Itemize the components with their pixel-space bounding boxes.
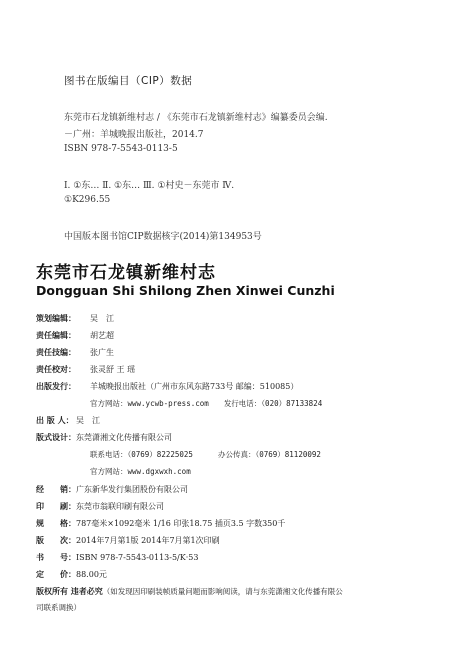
publisher-person-row xyxy=(36,415,100,426)
design-contact-row xyxy=(90,449,321,460)
cip-line-1: 东莞市石龙镇新维村志 / 《东莞市石龙镇新维村志》编纂委员会编. xyxy=(64,113,328,123)
design-web-row xyxy=(90,466,191,477)
spec-row xyxy=(36,501,164,512)
credit-value: 胡艺超 xyxy=(90,331,114,340)
design-tel-label: 联系电话： xyxy=(90,450,128,459)
spec-label: 版 次： xyxy=(36,536,76,545)
spec-label: 定 价： xyxy=(36,570,76,579)
spec-label: 书 号： xyxy=(36,553,76,562)
cip-line-3: ISBN 978-7-5543-0113-5 xyxy=(64,144,178,154)
spec-label: 经 销： xyxy=(36,485,76,494)
spec-value: ISBN 978-7-5543-0113-5/K·53 xyxy=(76,553,199,562)
design-web: www.dgxwxh.com xyxy=(127,467,191,476)
rights-row xyxy=(36,586,343,597)
rights-note-2: 司联系调换） xyxy=(36,603,81,612)
credit-label: 责任技编： xyxy=(36,348,76,357)
cip-line-5: ①K296.55 xyxy=(64,195,111,205)
publisher-web: www.ycwb-press.com xyxy=(127,399,209,408)
design-fax: （0769）81120092 xyxy=(255,450,321,459)
design-web-label: 官方网站： xyxy=(90,467,128,476)
spec-value: 2014年7月第1版 2014年7月第1次印刷 xyxy=(76,536,220,545)
spec-value: 787毫米×1092毫米 1/16 印张18.75 插页3.5 字数350千 xyxy=(76,519,286,528)
design-tel: （0769）82225025 xyxy=(127,450,193,459)
book-title-chinese: 东莞市石龙镇新维村志 xyxy=(36,263,216,283)
design-fax-label: 办公传真： xyxy=(217,450,256,459)
spec-value: 88.00元 xyxy=(76,570,107,579)
publisher-contact-row xyxy=(90,398,322,409)
spec-row xyxy=(36,518,285,529)
credit-label: 责任编辑： xyxy=(36,331,76,340)
design-company: 东莞潇湘文化传播有限公司 xyxy=(76,433,172,442)
credit-row xyxy=(36,347,114,358)
cip-line-2: －广州：羊城晚报出版社，2014.7 xyxy=(64,130,204,140)
publisher-label: 出版发行： xyxy=(36,382,76,391)
credit-value: 张灵舒 王 瑶 xyxy=(90,365,136,374)
spec-row xyxy=(36,535,220,546)
publisher-row xyxy=(36,381,298,392)
cip-line-4: Ⅰ. ①东… Ⅱ. ①东… Ⅲ. ①村史－东莞市 Ⅳ. xyxy=(64,181,235,191)
cip-heading: 图书在版编目（CIP）数据 xyxy=(64,75,193,87)
spec-row xyxy=(36,484,188,495)
publisher-phone: （020）87133824 xyxy=(261,399,323,408)
publisher-person-label: 出 版 人： xyxy=(36,416,74,425)
credit-row xyxy=(36,364,135,375)
credit-value: 吴 江 xyxy=(90,314,114,323)
credit-value: 张广生 xyxy=(90,348,114,357)
publisher-web-label: 官方网站： xyxy=(90,399,128,408)
spec-value: 东莞市翁联印刷有限公司 xyxy=(76,502,164,511)
book-title-english: Dongguan Shi Shilong Zhen Xinwei Cunzhi xyxy=(36,283,335,298)
rights-label: 版权所有 违者必究 xyxy=(36,587,103,596)
publisher-phone-label: 发行电话： xyxy=(223,399,262,408)
design-row xyxy=(36,432,172,443)
rights-note-1: （如发现因印刷装帧质量问题而影响阅读，请与东莞潇湘文化传播有限公 xyxy=(102,587,343,596)
spec-row xyxy=(36,569,107,580)
publisher-person-value: 吴 江 xyxy=(76,416,100,425)
spec-label: 规 格： xyxy=(36,519,76,528)
credit-label: 责任校对： xyxy=(36,365,76,374)
credit-label: 策划编辑： xyxy=(36,314,76,323)
credit-row xyxy=(36,313,114,324)
cip-line-6: 中国版本图书馆CIP数据核字(2014)第134953号 xyxy=(64,232,262,242)
credit-row xyxy=(36,330,114,341)
spec-value: 广东新华发行集团股份有限公司 xyxy=(76,485,188,494)
design-label: 版式设计： xyxy=(36,433,76,442)
spec-row xyxy=(36,552,198,563)
publisher-name: 羊城晚报出版社（广州市东风东路733号 邮编：510085） xyxy=(90,382,299,391)
spec-label: 印 刷： xyxy=(36,502,76,511)
